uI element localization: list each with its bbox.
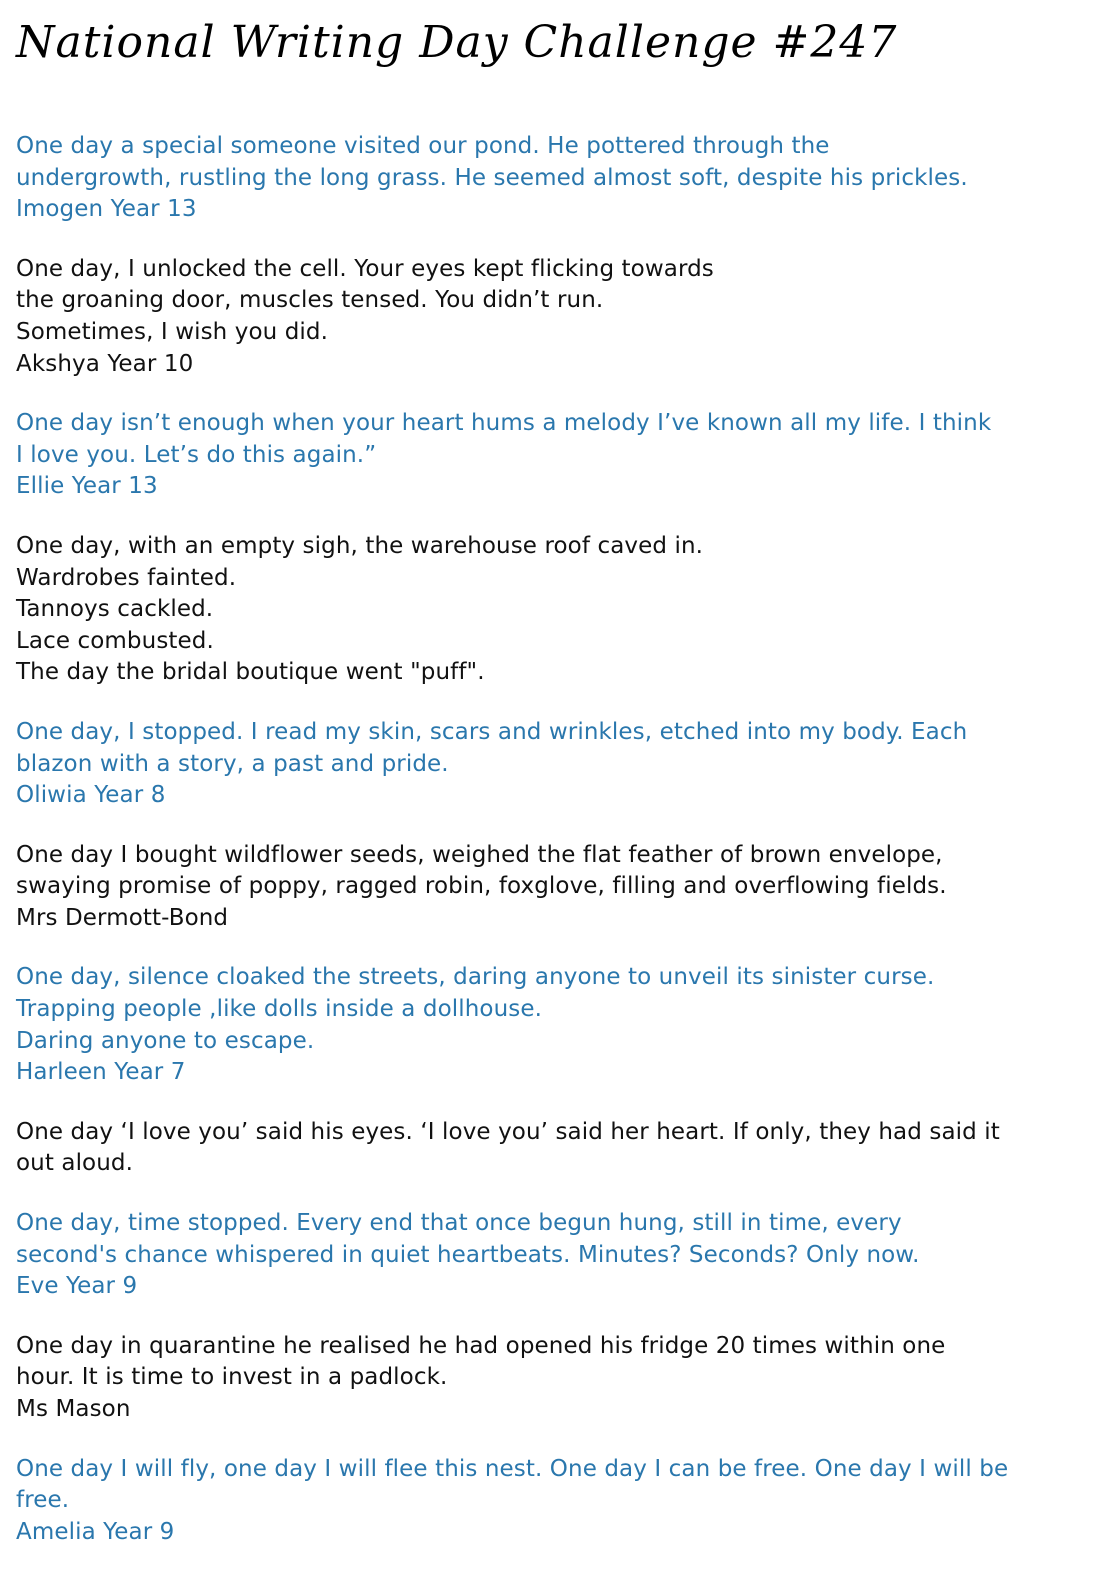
entry-4 (16, 531, 1101, 689)
entry-line: One day ‘I love you’ said his eyes. ‘I love you’ said her heart. If only, they had said it (16, 1118, 1000, 1145)
entry-8 (16, 1117, 1101, 1180)
entry-line: Harleen Year 7 (16, 1059, 186, 1086)
entry-line: swaying promise of poppy, ragged robin, foxglove, filling and overflowing fields. (16, 873, 947, 900)
entry-line: Mrs Dermott-Bond (16, 904, 229, 931)
entry-line: Tannoys cackled. (16, 596, 214, 623)
entry-line: One day isn’t enough when your heart hums a melody I’ve known all my life. I think (16, 410, 992, 437)
entry-line: second's chance whispered in quiet heartbeats. Minutes? Seconds? Only now. (16, 1241, 920, 1268)
entry-line: Amelia Year 9 (16, 1518, 175, 1545)
entry-line: One day a special someone visited our pond. He pottered through the (16, 133, 830, 159)
page-title: National Writing Day Challenge #247 (16, 17, 898, 68)
entry-line: Akshya Year 10 (16, 350, 194, 377)
entry-1 (16, 131, 1101, 226)
entry-line: Eve Year 9 (16, 1273, 138, 1300)
entry-line: I love you. Let’s do this again.” (16, 441, 377, 468)
entries-list (16, 131, 1101, 1576)
entry-line: One day, time stopped. Every end that once begun hung, still in time, every (16, 1210, 902, 1237)
entry-10 (16, 1331, 1101, 1426)
entry-9 (16, 1208, 1101, 1303)
entry-line: One day, silence cloaked the streets, daring anyone to unveil its sinister curse. (16, 964, 935, 991)
entry-line: Wardrobes fainted. (16, 564, 237, 591)
entry-line: Imogen Year 13 (16, 196, 197, 223)
entry-line: Trapping people ,like dolls inside a dollhouse. (16, 996, 542, 1023)
entry-line: One day, I unlocked the cell. Your eyes kept flicking towards (16, 255, 714, 282)
entry-line: Lace combusted. (16, 627, 214, 654)
entry-line: undergrowth, rustling the long grass. He seemed almost soft, despite his prickles. (16, 164, 968, 191)
entry-line: One day, I stopped. I read my skin, scars and wrinkles, etched into my body. Each (16, 718, 968, 745)
entry-line: The day the bridal boutique went "puff". (16, 659, 485, 686)
entry-5 (16, 717, 1101, 812)
entry-11 (16, 1454, 1101, 1549)
entry-line: the groaning door, muscles tensed. You didn’t run. (16, 287, 604, 314)
entry-line: out aloud. (16, 1150, 134, 1177)
entry-line: Daring anyone to escape. (16, 1027, 315, 1054)
entry-7 (16, 962, 1101, 1088)
entry-6 (16, 840, 1101, 935)
entry-line: Ellie Year 13 (16, 473, 158, 500)
entry-line: Ms Mason (16, 1396, 131, 1422)
entry-line: Oliwia Year 8 (16, 782, 166, 809)
entry-line: One day I will fly, one day I will flee this nest. One day I can be free. One day I will be (16, 1455, 1009, 1482)
entry-line: One day in quarantine he realised he had opened his fridge 20 times within one (16, 1332, 946, 1359)
entry-line: Sometimes, I wish you did. (16, 318, 329, 345)
entry-line: hour. It is time to invest in a padlock. (16, 1364, 448, 1391)
entry-line: blazon with a story, a past and pride. (16, 750, 449, 777)
entry-line: One day, with an empty sigh, the warehouse roof caved in. (16, 532, 704, 559)
entry-2 (16, 254, 1101, 380)
entry-line: One day I bought wildflower seeds, weighed the flat feather of brown envelope, (16, 841, 943, 868)
entry-3 (16, 408, 1101, 503)
entry-line: free. (16, 1487, 70, 1514)
